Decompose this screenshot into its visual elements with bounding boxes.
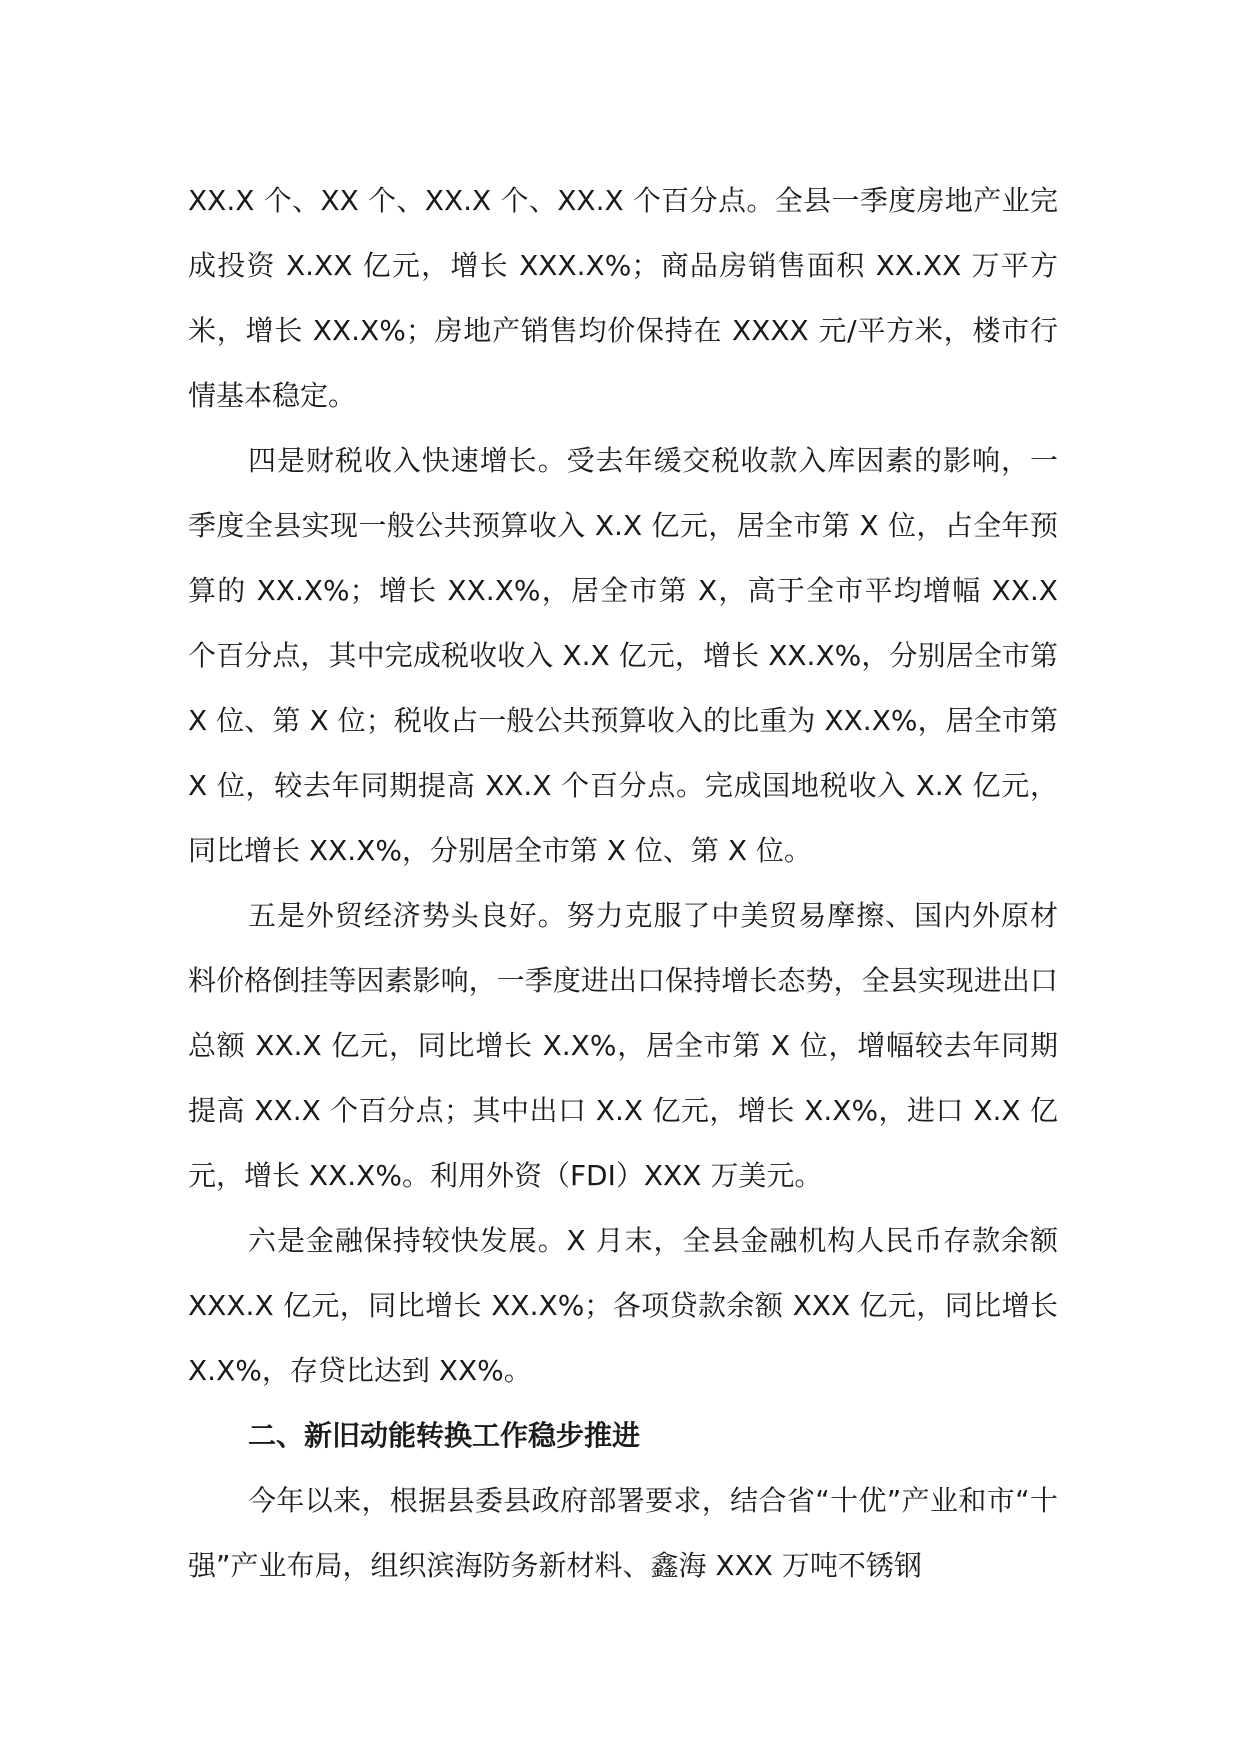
paragraph-finance: 六是金融保持较快发展。X 月末，全县金融机构人民币存款余额 XXX.X 亿元，同比增长 XX.X%；各项贷款余额 XXX 亿元，同比增长 X.X%，存贷比达到 XX%。 [188, 1224, 1058, 1387]
paragraph-real-estate: XX.X 个、XX 个、XX.X 个、XX.X 个百分点。全县一季度房地产业完成投资 X.XX 亿元，增长 XXX.X%；商品房销售面积 XX.XX 万平方米，增长 XX.X%；房地产销售均价保持在 XXXX 元/平方米，楼市行情基本稳定。 [188, 184, 1058, 412]
section-heading: 二、新旧动能转换工作稳步推进 [248, 1419, 641, 1452]
paragraph-new-old-momentum: 今年以来，根据县委县政府部署要求，结合省“十优”产业和市“十强”产业布局，组织滨海防务新材料、鑫海 XXX 万吨不锈钢 [188, 1484, 1058, 1582]
paragraph-foreign-trade: 五是外贸经济势头良好。努力克服了中美贸易摩擦、国内外原材料价格倒挂等因素影响，一季度进出口保持增长态势，全县实现进出口总额 XX.X 亿元，同比增长 X.X%，居全市第 X 位，增幅较去年同期提高 XX.X 个百分点；其中出口 X.X 亿元，增长 X.X%，进口 X.X 亿元，增长 XX.X%。利用外资（FDI）XXX 万美元。 [188, 899, 1058, 1192]
body-text [188, 168, 1058, 1598]
paragraph-fiscal-revenue: 四是财税收入快速增长。受去年缓交税收款入库因素的影响，一季度全县实现一般公共预算收入 X.X 亿元，居全市第 X 位，占全年预算的 XX.X%；增长 XX.X%，居全市第 X，高于全市平均增幅 XX.X 个百分点，其中完成税收收入 X.X 亿元，增长 XX.X%，分别居全市第 X 位、第 X 位；税收占一般公共预算收入的比重为 XX.X%，居全市第 X 位，较去年同期提高 XX.X 个百分点。完成国地税收入 X.X 亿元，同比增长 XX.X%，分别居全市第 X 位、第 X 位。 [188, 444, 1058, 867]
